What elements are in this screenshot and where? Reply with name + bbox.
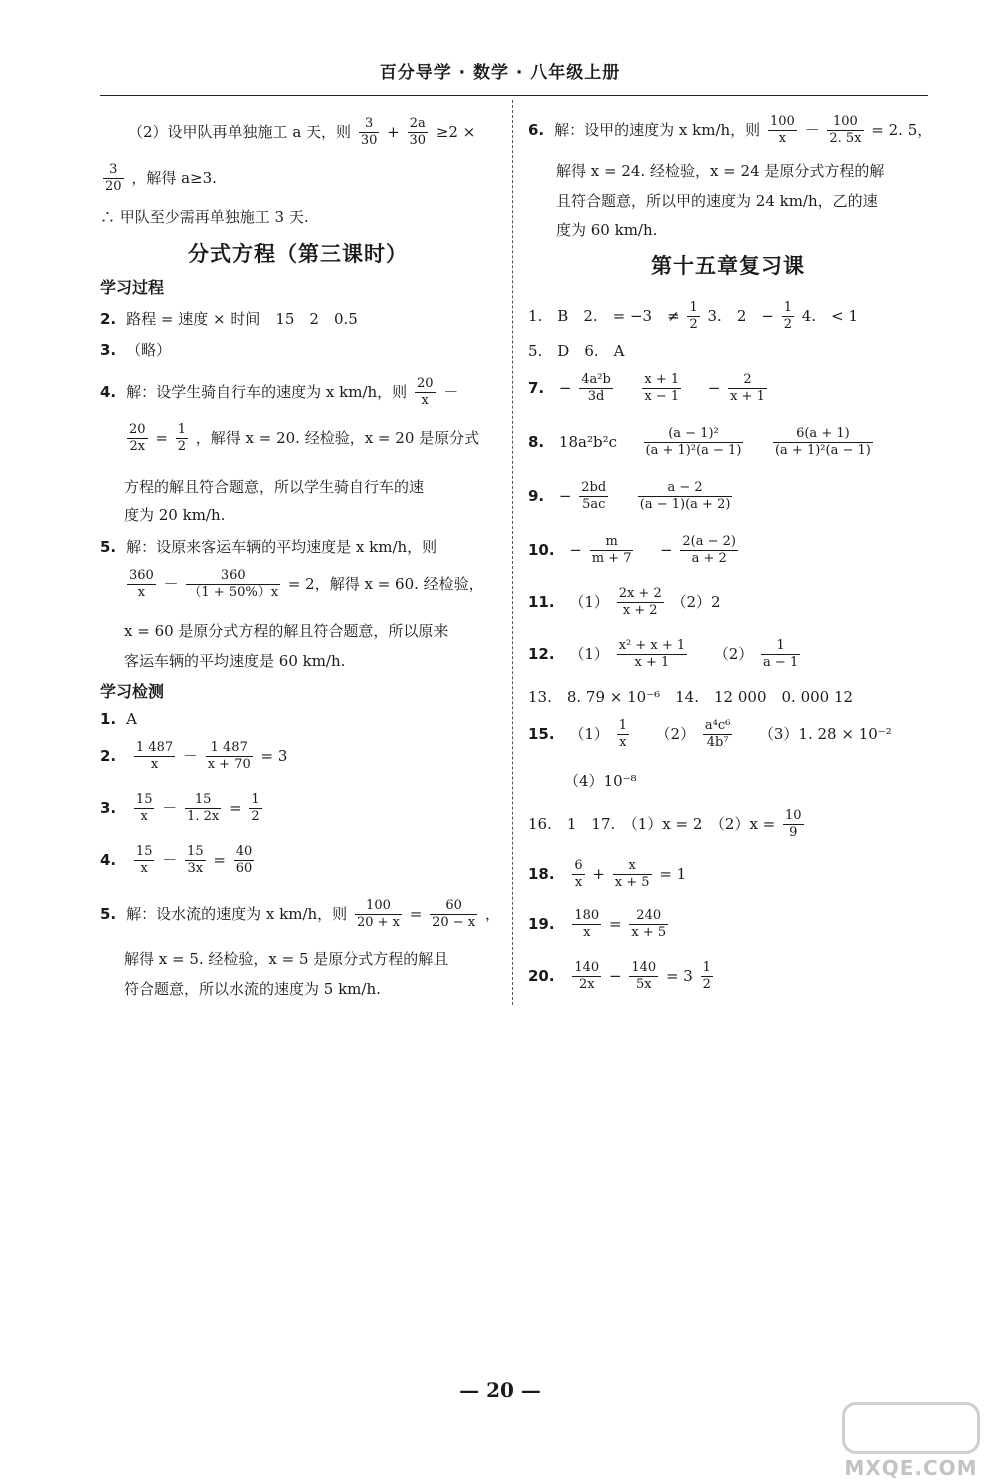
fraction: $\frac{1}{2}$ [251, 792, 260, 825]
answers-1-4: 1. B 2. = −3 ≠ $\frac{1}{2}$ 3. 2 − $\frac{1}{2}$ 4. < 1 [528, 300, 858, 333]
fraction: $\frac{1}{a - 1}$ [763, 638, 799, 671]
process-item-5-line-1: 5. 解：设原来客运车辆的平均速度是 x km/h，则 [100, 538, 438, 556]
fraction: $\frac{100}{2. 5x}$ [829, 114, 862, 147]
fraction: $\frac{20}{2x}$ [129, 422, 146, 455]
fraction: $\frac{3}{30}$ [360, 116, 378, 149]
fraction: $\frac{\text{(a − 1)²}}{\text{(a + 1)²(a − 1)}}$ [645, 426, 742, 459]
fraction: $\frac{x + 1}{x - 1}$ [644, 372, 680, 405]
watermark [842, 1402, 980, 1480]
section-title-chapter-review: 第十五章复习课 [651, 254, 805, 278]
process-item-4-line-1: 4. 解：设学生骑自行车的速度为 x km/h，则 $\frac{20}{x}$ － [100, 376, 459, 409]
answer-6-line-2: 解得 x = 24. 经检验，x = 24 是原分式方程的解 [556, 162, 885, 180]
page-header: 百分导学 · 数学 · 八年级上册 [379, 63, 621, 83]
fraction: $\frac{6(a + 1)}{\text{(a + 1)²(a − 1)}}$ [774, 426, 871, 459]
fraction: $\frac{1}{2}$ [177, 422, 186, 455]
fraction: $\frac{20}{x}$ [416, 376, 434, 409]
answer-7: 7. − $\frac{\text{4a²b}}{3d}$ $\frac{x + 1}{x - 1}$ − $\frac{2}{x + 1}$ [528, 372, 765, 405]
answer-19: 19. $\frac{180}{x}$ = $\frac{240}{x + 5}$ [528, 908, 667, 941]
process-item-2: 2. 路程 = 速度 × 时间 15 2 0.5 [100, 310, 358, 328]
fraction: $\frac{2(a - 2)}{a + 2}$ [682, 534, 736, 567]
fraction: $\frac{x}{x + 5}$ [614, 858, 650, 891]
process-item-4-line-3: 方程的解且符合题意，所以学生骑自行车的速 [124, 478, 425, 496]
process-item-5-line-4: 客运车辆的平均速度是 60 km/h. [124, 652, 346, 670]
solution-part-2-line-2: $\frac{3}{20}$ ，解得 a≥3. [105, 162, 217, 195]
fraction: $\frac{1}{2}$ [702, 960, 711, 993]
fraction: $\frac{2bd}{5ac}$ [581, 480, 607, 513]
fraction: $\frac{m}{m + 7}$ [591, 534, 632, 567]
process-item-4-line-2: $\frac{20}{2x}$ = $\frac{1}{2}$ ，解得 x = 20. 经检验，x = 20 是原分式 [129, 422, 480, 455]
fraction: $\frac{1 487}{x}$ [135, 740, 174, 773]
fraction: $\frac{180}{x}$ [574, 908, 600, 941]
fraction: $\frac{100}{20 + x}$ [356, 898, 400, 931]
page-number: — 20 — [459, 1378, 541, 1402]
fraction: $\frac{1}{x}$ [618, 718, 627, 751]
answer-15-line-1: 15. （1） $\frac{1}{x}$ （2） $\frac{\text{a⁴c⁶}}{\text{4b⁷}}$ （3）1. 28 × 10⁻² [528, 718, 892, 751]
fraction: $\frac{1 487}{x + 70}$ [207, 740, 251, 773]
test-item-4: 4. $\frac{15}{x}$ － $\frac{15}{3x}$ = $\frac{40}{60}$ [100, 844, 253, 877]
fraction: $\frac{\text{4a²b}}{3d}$ [581, 372, 611, 405]
answer-20: 20. $\frac{140}{2x}$ − $\frac{140}{5x}$ = 3 $\frac{1}{2}$ [528, 960, 711, 993]
fraction: $\frac{140}{5x}$ [631, 960, 657, 993]
fraction: $\frac{360}{(1 + 50\%)x}$ [188, 568, 279, 601]
test-item-1: 1. A [100, 710, 137, 728]
fraction: $\frac{15}{x}$ [135, 792, 153, 825]
fraction: $\frac{6}{x}$ [574, 858, 583, 891]
fraction: $\frac{60}{20 - x}$ [432, 898, 476, 931]
fraction: $\frac{15}{1. 2x}$ [187, 792, 220, 825]
section-title-lesson3: 分式方程（第三课时） [188, 242, 408, 266]
answers-13-14: 13. 8. 79 × 10⁻⁶ 14. 12 000 0. 000 12 [528, 688, 854, 706]
watermark-url: MXQE.COM [844, 1456, 978, 1480]
fraction: $\frac{3}{20}$ [105, 162, 122, 195]
answers-16-17: 16. 1 17. （1）x = 2 （2）x = $\frac{10}{9}$ [528, 808, 802, 841]
process-item-3: 3. （略） [100, 341, 172, 359]
fraction: $\frac{1}{2}$ [689, 300, 698, 333]
answer-12: 12. （1） $\frac{\text{x² + x + 1}}{x + 1}$ （2） $\frac{1}{a - 1}$ [528, 638, 799, 671]
answer-6-line-1: 6. 解：设甲的速度为 x km/h，则 $\frac{100}{x}$ － $\frac{100}{2. 5x}$ = 2. 5， [528, 114, 933, 147]
answer-6-line-4: 度为 60 km/h. [556, 221, 658, 239]
fraction: $\frac{2a}{30}$ [409, 116, 427, 149]
header-rule [100, 95, 928, 96]
process-item-5-line-2: $\frac{360}{x}$ － $\frac{360}{(1 + 50\%)x}$ = 2，解得 x = 60. 经检验， [129, 568, 484, 601]
fraction: $\frac{1}{2}$ [783, 300, 793, 333]
fraction: $\frac{140}{2x}$ [574, 960, 600, 993]
fraction: $\frac{240}{x + 5}$ [631, 908, 667, 941]
answer-6-line-3: 且符合题意，所以甲的速度为 24 km/h，乙的速 [556, 192, 878, 210]
fraction: $\frac{15}{x}$ [135, 844, 153, 877]
test-item-5-line-3: 符合题意，所以水流的速度为 5 km/h. [124, 980, 381, 998]
column-divider [512, 100, 513, 1005]
fraction: $\frac{\text{x² + x + 1}}{x + 1}$ [618, 638, 686, 671]
solution-part-2-conclusion: ∴ 甲队至少需再单独施工 3 天. [100, 208, 309, 226]
subheading-learning-process: 学习过程 [100, 278, 165, 297]
fraction: $\frac{40}{60}$ [235, 844, 253, 877]
answer-10: 10. − $\frac{m}{m + 7}$ − $\frac{2(a - 2)}{a + 2}$ [528, 534, 736, 567]
answers-5-6: 5. D 6. A [528, 342, 625, 360]
solution-part-2-line-1: （2）设甲队再单独施工 a 天，则 $\frac{3}{30}$ + $\frac{2a}{30}$ ≥2 × [128, 116, 476, 149]
test-item-3: 3. $\frac{15}{x}$ － $\frac{15}{1. 2x}$ = $\frac{1}{2}$ [100, 792, 260, 825]
process-item-4-line-4: 度为 20 km/h. [124, 506, 226, 524]
answer-8: 8. 18a²b²c $\frac{\text{(a − 1)²}}{\text{(a + 1)²(a − 1)}}$ $\frac{6(a + 1)}{\text{(a + 1)²(a − 1)}}$ [528, 426, 871, 459]
test-item-5-line-2: 解得 x = 5. 经检验，x = 5 是原分式方程的解且 [124, 950, 449, 968]
answer-9: 9. − $\frac{2bd}{5ac}$ $\frac{a - 2}{(a - 1)(a + 2)}$ [528, 480, 731, 513]
answer-15-line-2: （4）10⁻⁸ [564, 772, 637, 790]
fraction: $\frac{15}{3x}$ [187, 844, 204, 877]
fraction: $\frac{2}{x + 1}$ [730, 372, 765, 405]
watermark-logo [842, 1402, 980, 1454]
process-item-5-line-3: x = 60 是原分式方程的解且符合题意，所以原来 [124, 622, 449, 640]
fraction: $\frac{10}{9}$ [785, 808, 802, 841]
fraction: $\frac{100}{x}$ [769, 114, 795, 147]
test-item-5-line-1: 5. 解：设水流的速度为 x km/h，则 $\frac{100}{20 + x}$ = $\frac{60}{20 - x}$ ， [100, 898, 500, 931]
subheading-learning-test: 学习检测 [100, 682, 165, 701]
fraction: $\frac{\text{a⁴c⁶}}{\text{4b⁷}}$ [704, 718, 731, 751]
answer-18: 18. $\frac{6}{x}$ + $\frac{x}{x + 5}$ = 1 [528, 858, 687, 891]
answer-11: 11. （1） $\frac{2x + 2}{x + 2}$ （2）2 [528, 586, 721, 619]
fraction: $\frac{2x + 2}{x + 2}$ [618, 586, 662, 619]
fraction: $\frac{a - 2}{(a - 1)(a + 2)}$ [639, 480, 731, 513]
test-item-2: 2. $\frac{1 487}{x}$ － $\frac{1 487}{x + 70}$ = 3 [100, 740, 288, 773]
fraction: $\frac{360}{x}$ [129, 568, 154, 601]
